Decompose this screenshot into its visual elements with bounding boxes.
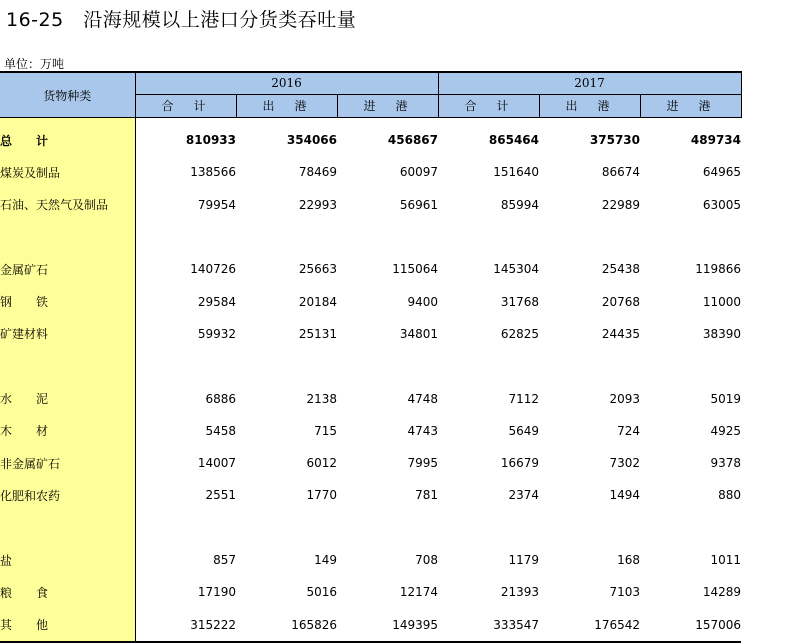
value-cell: 6012: [306, 456, 337, 471]
table-body: [0, 118, 741, 642]
value-cell: 857: [213, 553, 236, 567]
category-cell: 水 泥: [0, 382, 135, 414]
value-cell: 5016: [306, 585, 337, 600]
value-cell: 17190: [197, 585, 236, 600]
value-cell: 34801: [399, 326, 438, 341]
value-cell: 333547: [438, 608, 539, 641]
value-cell: 165826: [236, 608, 337, 641]
value-cell: 14289: [702, 585, 741, 600]
value-cell: 1011: [710, 553, 741, 567]
sub-header-total: 合 计: [135, 94, 236, 117]
value-cell: 1179: [508, 553, 539, 567]
page-title: 16-25 沿海规模以上港口分货类吞吐量: [6, 9, 357, 31]
category-cell: 木 材: [0, 415, 135, 447]
value-cell: 354066: [286, 133, 337, 148]
category-cell: 粮 食: [0, 576, 135, 608]
value-cell: 1494: [609, 488, 640, 503]
sub-header-inbound: 进 港: [640, 94, 741, 117]
table-row: [0, 285, 741, 317]
sub-header-outbound: 出 港: [539, 94, 640, 117]
value-cell: 781: [415, 488, 438, 503]
spacer-row: [0, 350, 741, 382]
value-cell: 138566: [190, 165, 236, 180]
value-cell: 115064: [392, 262, 438, 277]
value-cell: 1770: [306, 488, 337, 503]
value-cell: 145304: [493, 262, 539, 277]
table-row: [0, 318, 741, 350]
year-header-2016: 2016: [135, 72, 438, 94]
category-cell: 矿建材料: [0, 318, 135, 350]
table-row: [0, 447, 741, 479]
value-cell: 810933: [185, 133, 236, 148]
value-cell: 865464: [488, 133, 539, 148]
value-cell: 119866: [695, 262, 741, 277]
value-cell: 7103: [609, 585, 640, 600]
value-cell: 9378: [710, 456, 741, 471]
value-cell: 14007: [197, 456, 236, 471]
table-row: [0, 189, 741, 221]
value-cell: 22989: [601, 197, 640, 212]
value-cell: 151640: [493, 165, 539, 180]
table-row: [0, 608, 741, 641]
value-cell: 20768: [601, 294, 640, 309]
value-cell: 4743: [407, 423, 438, 438]
value-cell: 31768: [500, 294, 539, 309]
value-cell: 62825: [500, 326, 539, 341]
sub-header-outbound: 出 港: [236, 94, 337, 117]
table-row: [0, 576, 741, 608]
category-cell: 钢 铁: [0, 285, 135, 317]
value-cell: 149: [314, 553, 337, 567]
value-cell: 7302: [609, 456, 640, 471]
value-cell: 20184: [298, 294, 337, 309]
table-row: [0, 253, 741, 285]
value-cell: 2551: [205, 488, 236, 503]
category-header: 货物种类: [0, 72, 135, 118]
sub-header-total: 合 计: [438, 94, 539, 117]
value-cell: 149395: [337, 608, 438, 641]
table-row: [0, 156, 741, 188]
value-cell: 86674: [601, 165, 640, 180]
category-cell: 化肥和农药: [0, 479, 135, 511]
category-cell: [0, 221, 135, 253]
value-cell: 176542: [539, 608, 640, 641]
value-cell: 79954: [197, 197, 236, 212]
value-cell: 7112: [508, 391, 539, 406]
category-cell: 总 计: [0, 124, 135, 156]
value-cell: 11000: [702, 294, 741, 309]
category-cell: 煤炭及制品: [0, 156, 135, 188]
value-cell: 140726: [190, 262, 236, 277]
year-header-2017: 2017: [438, 72, 741, 94]
table-row: [0, 544, 741, 576]
value-cell: 63005: [702, 197, 741, 212]
value-cell: 59932: [197, 326, 236, 341]
value-cell: 168: [617, 553, 640, 567]
sub-header-inbound: 进 港: [337, 94, 438, 117]
value-cell: 16679: [500, 456, 539, 471]
value-cell: 5019: [710, 391, 741, 406]
unit-label: 单位：万吨: [4, 57, 65, 71]
value-cell: 78469: [298, 165, 337, 180]
value-cell: 25663: [298, 262, 337, 277]
value-cell: 60097: [399, 165, 438, 180]
value-cell: 2374: [508, 488, 539, 503]
spacer-row: [0, 512, 741, 544]
value-cell: 708: [415, 553, 438, 567]
value-cell: 7995: [407, 456, 438, 471]
value-cell: 880: [718, 488, 741, 503]
value-cell: 12174: [399, 585, 438, 600]
value-cell: 56961: [399, 197, 438, 212]
value-cell: 22993: [298, 197, 337, 212]
category-cell: 其 他: [0, 608, 135, 641]
category-cell: 金属矿石: [0, 253, 135, 285]
value-cell: 38390: [702, 326, 741, 341]
value-cell: 21393: [500, 585, 539, 600]
value-cell: 4925: [710, 423, 741, 438]
value-cell: 24435: [601, 326, 640, 341]
value-cell: 4748: [407, 391, 438, 406]
value-cell: 2138: [306, 391, 337, 406]
data-table: [0, 71, 742, 643]
value-cell: 5458: [205, 423, 236, 438]
value-cell: 6886: [205, 391, 236, 406]
value-cell: 315222: [135, 608, 236, 641]
value-cell: 9400: [407, 294, 438, 309]
value-cell: 25438: [601, 262, 640, 277]
table-row: [0, 415, 741, 447]
spacer-row: [0, 221, 741, 253]
category-cell: 石油、天然气及制品: [0, 189, 135, 221]
value-cell: 85994: [500, 197, 539, 212]
value-cell: 724: [617, 423, 640, 438]
value-cell: 157006: [640, 608, 741, 641]
table-row: [0, 479, 741, 511]
category-cell: 盐: [0, 544, 135, 576]
value-cell: 25131: [298, 326, 337, 341]
value-cell: 2093: [609, 391, 640, 406]
value-cell: 5649: [508, 423, 539, 438]
value-cell: 375730: [589, 133, 640, 148]
table-row: [0, 382, 741, 414]
value-cell: 715: [314, 423, 337, 438]
category-cell: 非金属矿石: [0, 447, 135, 479]
category-cell: [0, 350, 135, 382]
category-cell: [0, 512, 135, 544]
table-row: [0, 124, 741, 156]
value-cell: 64965: [702, 165, 741, 180]
value-cell: 489734: [690, 133, 741, 148]
value-cell: 456867: [387, 133, 438, 148]
value-cell: 29584: [197, 294, 236, 309]
